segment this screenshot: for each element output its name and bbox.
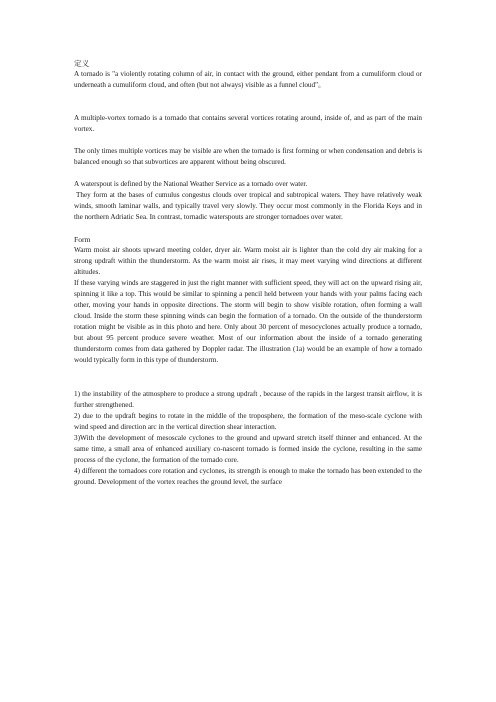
list-item-4: 4) different the tornadoes core rotation and cyclones, its strength is enough to make the tornado has been extended to the ground. Development of the vortex reaches the ground level, the surface xyxy=(74,467,422,486)
list-item-3: 3)With the development of mesoscale cyclones to the ground and upward stretch itself thinner and enhanced. At the same time, a small area of enhanced auxiliary co-nascent tornado is formed inside the cyclone, resulting in the same process of the cyclone, the formation of the tornado core. xyxy=(74,434,422,464)
list-item-1: 1) the instability of the atmosphere to produce a strong updraft , because of the rapids in the largest transit airflow, it is further strengthened. xyxy=(74,390,422,409)
paragraph-multiple-vortex: A multiple-vortex tornado is a tornado that contains several vortices rotating around, inside of, and as part of the main vortex. xyxy=(74,114,422,133)
list-item-2: 2) due to the updraft begins to rotate in the middle of the troposphere, the formation of the meso-scale cyclone with wind speed and direction arc in the vertical direction shear interaction. xyxy=(74,412,422,431)
paragraph-waterspout-definition: A waterspout is defined by the National Weather Service as a tornado over water. xyxy=(74,180,308,188)
paragraph-waterspout-formation: They form at the bases of cumulus congestus clouds over tropical and subtropical waters. They have relatively weak winds, smooth laminar walls, and typically travel very slowly. They occur most commonly in the Florida Keys and in the northern Adriatic Sea. In contrast, tornadic waterspouts are stronger tornadoes over water. xyxy=(74,191,422,221)
paragraph-multiple-vortex-visibility: The only times multiple vortices may be visible are when the tornado is first forming or when condensation and debris is balanced enough so that subvortices are apparent without being obscured. xyxy=(74,147,422,166)
paragraph-form-detail: If these varying winds are staggered in just the right manner with sufficient speed, they will act on the upward rising air, spinning it like a top. This would be similar to spinning a pencil held between your hands with your palms facing each other, moving your hands in opposite directions. The storm will begin to show visible rotation, often forming a wall cloud. Inside the storm these spinning winds can begin the formation of a tornado. On the outside of the thunderstorm rotation might be visible as in this photo and here. Only about 30 percent of mesocyclones actually produce a tornado, but about 95 percent produce severe weather. Most of our information about the inside of a tornado generating thunderstorm comes from data gathered by Doppler radar. The illustration (1a) would be an example of how a tornado would typically form in this type of thunderstorm. xyxy=(74,279,422,364)
paragraph-form-intro: Warm moist air shoots upward meeting colder, dryer air. Warm moist air is lighter than the cold dry air making for a strong updraft within the thunderstorm. As the warm moist air rises, it may meet varying wind directions at different altitudes. xyxy=(74,246,422,276)
paragraph-tornado-definition: A tornado is "a violently rotating column of air, in contact with the ground, either pendant from a cumuliform cloud or underneath a cumuliform cloud, and often (but not always) visible as a funnel cloud"。 xyxy=(74,70,422,89)
section-heading-definition: 定义 xyxy=(74,59,90,68)
spacer xyxy=(74,135,422,146)
spacer xyxy=(74,168,422,179)
section-heading-form: Form xyxy=(74,235,91,244)
spacer xyxy=(74,366,422,389)
spacer xyxy=(74,91,422,113)
spacer xyxy=(74,223,422,234)
